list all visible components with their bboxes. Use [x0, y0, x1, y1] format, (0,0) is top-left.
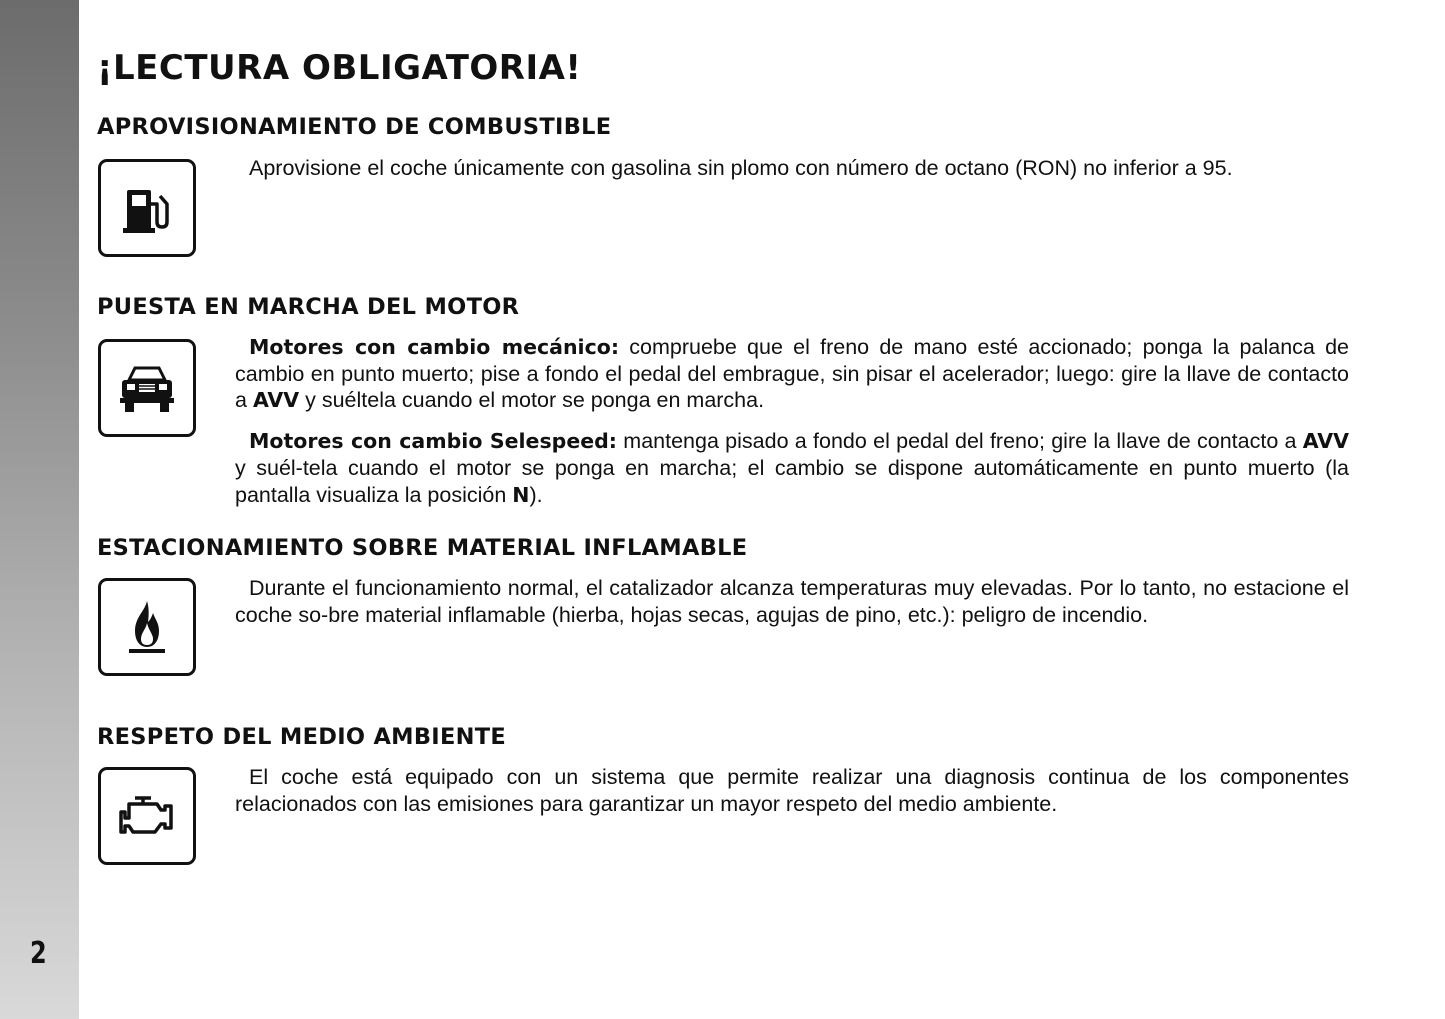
gear-position: N	[512, 482, 530, 507]
lead-label: Motores con cambio Selespeed:	[249, 429, 618, 454]
section-body-fuel	[235, 155, 1349, 182]
car-front-icon	[115, 356, 179, 420]
side-band	[0, 0, 79, 1019]
section-heading-flammable: ESTACIONAMIENTO SOBRE MATERIAL INFLAMABLE	[97, 535, 748, 561]
text-segment: y suél-tela cuando el motor se ponga en marcha; el cambio se dispone automáticamente en punto muerto (la pantalla visualiza la posición	[235, 455, 1349, 507]
paragraph-selespeed-gearbox	[235, 428, 1349, 508]
section-body-engine-start	[235, 334, 1349, 508]
page-number: 2	[30, 936, 47, 971]
page-title: ¡LECTURA OBLIGATORIA!	[97, 48, 582, 88]
lead-label: Motores con cambio mecánico:	[249, 335, 620, 359]
fuel-icon-box	[98, 159, 196, 257]
key-position: AVV	[1302, 429, 1350, 454]
text-segment: mantenga pisado a fondo el pedal del freno; gire la llave de contacto a	[617, 429, 1303, 454]
section-body-environment	[235, 764, 1349, 817]
text-segment: ).	[529, 482, 543, 507]
key-position: AVV	[252, 388, 300, 413]
engine-icon-box	[98, 767, 196, 865]
text-segment: compruebe que el freno de mano esté accionado; ponga la palanca de cambio en punto muerto; pise a fondo el pedal del embrague, sin pisar el acelerador; luego: gire la llave de contacto a	[235, 335, 1349, 413]
fuel-pump-icon	[115, 176, 179, 240]
engine-icon	[115, 784, 179, 848]
text-segment: y suéltela cuando el motor se ponga en marcha.	[299, 388, 765, 413]
section-heading-engine-start: PUESTA EN MARCHA DEL MOTOR	[97, 294, 520, 320]
paragraph: El coche está equipado con un sistema que permite realizar una diagnosis continua de los componentes relacionados con las emisiones para garantizar un mayor respeto del medio ambiente.	[235, 765, 1349, 816]
flame-icon-box	[98, 578, 196, 676]
paragraph: Aprovisione el coche únicamente con gasolina sin plomo con número de octano (RON) no inferior a 95.	[249, 156, 1233, 180]
section-body-flammable	[235, 575, 1349, 628]
paragraph: Durante el funcionamiento normal, el catalizador alcanza temperaturas muy elevadas. Por lo tanto, no estacione el coche so-bre material inflamable (hierba, hojas secas, agujas de pino, etc.): peligro de incendio.	[235, 576, 1349, 627]
section-heading-environment: RESPETO DEL MEDIO AMBIENTE	[97, 724, 507, 750]
flame-icon	[115, 595, 179, 659]
section-heading-fuel: APROVISIONAMIENTO DE COMBUSTIBLE	[97, 114, 612, 140]
paragraph-manual-gearbox	[235, 334, 1349, 414]
car-icon-box	[98, 339, 196, 437]
